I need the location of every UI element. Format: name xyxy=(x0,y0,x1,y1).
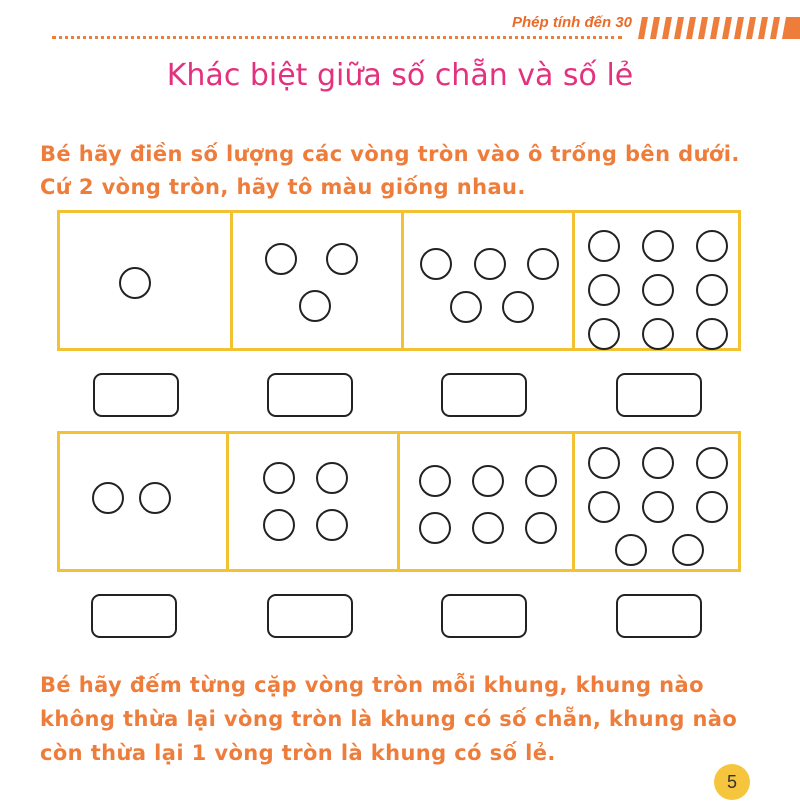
circle xyxy=(588,274,620,306)
circle xyxy=(420,248,452,280)
circle xyxy=(642,491,674,523)
circle xyxy=(588,230,620,262)
instruction-top: Bé hãy điền số lượng các vòng tròn vào ô trống bên dưới. Cứ 2 vòng tròn, hãy tô màu giống nhau. xyxy=(40,142,740,199)
circle xyxy=(502,291,534,323)
circle xyxy=(316,509,348,541)
circle xyxy=(419,465,451,497)
circle xyxy=(419,512,451,544)
instruction-bottom: Bé hãy đếm từng cặp vòng tròn mỗi khung, khung nào không thừa lại vòng tròn là khung có số chẵn, khung nào còn thừa lại 1 vòng tròn là khung có số lẻ. xyxy=(40,673,738,765)
frame-cell-5 xyxy=(60,434,226,569)
frame-cell-4 xyxy=(572,213,738,348)
page-number: 5 xyxy=(714,764,750,800)
header-stripes xyxy=(638,17,800,39)
answer-box-8[interactable] xyxy=(616,594,702,638)
circle xyxy=(588,318,620,350)
circle xyxy=(265,243,297,275)
answer-box-5[interactable] xyxy=(91,594,177,638)
circle xyxy=(588,447,620,479)
circle xyxy=(527,248,559,280)
answer-box-4[interactable] xyxy=(616,373,702,417)
circle xyxy=(525,465,557,497)
answer-box-7[interactable] xyxy=(441,594,527,638)
circle xyxy=(472,512,504,544)
circle xyxy=(642,274,674,306)
circle xyxy=(263,509,295,541)
circle-frame-row-1 xyxy=(57,210,741,351)
circle-frame-row-2 xyxy=(57,431,741,572)
circle xyxy=(472,465,504,497)
circle xyxy=(615,534,647,566)
answer-box-6[interactable] xyxy=(267,594,353,638)
page-title: Khác biệt giữa số chẵn và số lẻ xyxy=(166,58,634,93)
circle xyxy=(642,230,674,262)
frame-cell-6 xyxy=(226,434,397,569)
frame-cell-3 xyxy=(401,213,572,348)
circle xyxy=(588,491,620,523)
frame-cell-1 xyxy=(60,213,230,348)
header-dotted-rule xyxy=(52,36,622,39)
answer-box-3[interactable] xyxy=(441,373,527,417)
circle xyxy=(139,482,171,514)
circle xyxy=(642,447,674,479)
circle xyxy=(642,318,674,350)
circle xyxy=(525,512,557,544)
circle xyxy=(696,230,728,262)
frame-cell-2 xyxy=(230,213,401,348)
frame-cell-8 xyxy=(572,434,738,569)
circle xyxy=(696,447,728,479)
circle xyxy=(92,482,124,514)
circle xyxy=(696,318,728,350)
answer-box-1[interactable] xyxy=(93,373,179,417)
circle xyxy=(263,462,295,494)
circle xyxy=(672,534,704,566)
circle xyxy=(474,248,506,280)
circle xyxy=(299,290,331,322)
frame-cell-7 xyxy=(397,434,572,569)
circle xyxy=(316,462,348,494)
circle xyxy=(119,267,151,299)
series-title: Phép tính đến 30 xyxy=(511,14,632,31)
circle xyxy=(696,274,728,306)
circle xyxy=(326,243,358,275)
circle xyxy=(450,291,482,323)
circle xyxy=(696,491,728,523)
answer-box-2[interactable] xyxy=(267,373,353,417)
